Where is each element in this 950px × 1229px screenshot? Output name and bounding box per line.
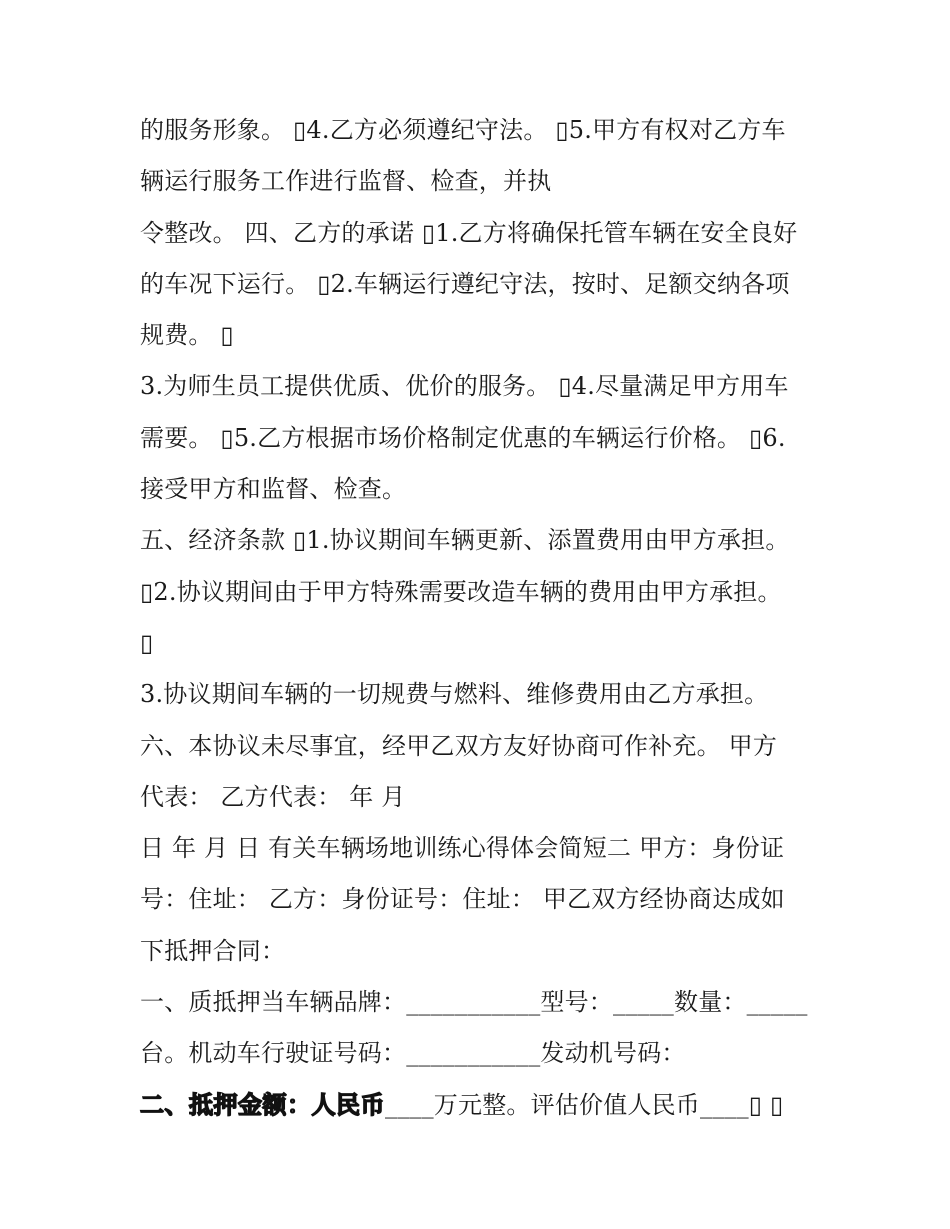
stylized-heading: 二、抵押金额：人民币 [140,1090,385,1119]
text-line: 3.协议期间车辆的一切规费与燃料、维修费用由乙方承担。 [140,680,769,709]
text-line: 一、质抵押当车辆品牌：___________型号：_____数量：_____ [140,988,808,1017]
text-line: 台。机动车行驶证号码：___________发动机号码： [140,1039,686,1068]
text-line: 代表： 乙方代表： 年 月 [140,782,406,811]
text-line: 下抵押合同： [140,936,286,965]
text-line: 的车况下运行。 ▯2.车辆运行遵纪守法，按时、足额交纳各项 [140,269,790,298]
text-line: 六、本协议未尽事宜，经甲乙双方友好协商可作补充。 甲方 [140,731,778,760]
text-line: 五、经济条款 ▯1.协议期间车辆更新、添置费用由甲方承担。 [140,526,790,555]
text-line: ▯2.协议期间由于甲方特殊需要改造车辆的费用由甲方承担。 [140,577,782,606]
text-line: 令整改。 四、乙方的承诺 ▯1.乙方将确保托管车辆在安全良好 [140,218,798,247]
text-line: ▯ [140,628,154,657]
text-line: 3.为师生员工提供优质、优价的服务。 ▯4.尽量满足甲方用车 [140,372,789,401]
text-line: 的服务形象。 ▯4.乙方必须遵纪守法。 ▯5.甲方有权对乙方车 [140,116,786,144]
text-line-rest: ____万元整。评估价值人民币____▯ ▯ [385,1090,784,1119]
text-line: 需要。 ▯5.乙方根据市场价格制定优惠的车辆运行价格。 ▯6. [140,423,786,452]
text-line: 规费。 ▯ [140,321,234,350]
text-line: 号：住址： 乙方：身份证号：住址： 甲乙双方经协商达成如 [140,885,785,914]
document-body [140,105,820,1131]
text-line: 日 年 月 日 有关车辆场地训练心得体会简短二 甲方：身份证 [140,834,785,863]
text-line-last [140,1080,820,1131]
text-line: 接受甲方和监督、检查。 [140,475,407,504]
text-line: 辆运行服务工作进行监督、检查，并执 [140,167,552,196]
